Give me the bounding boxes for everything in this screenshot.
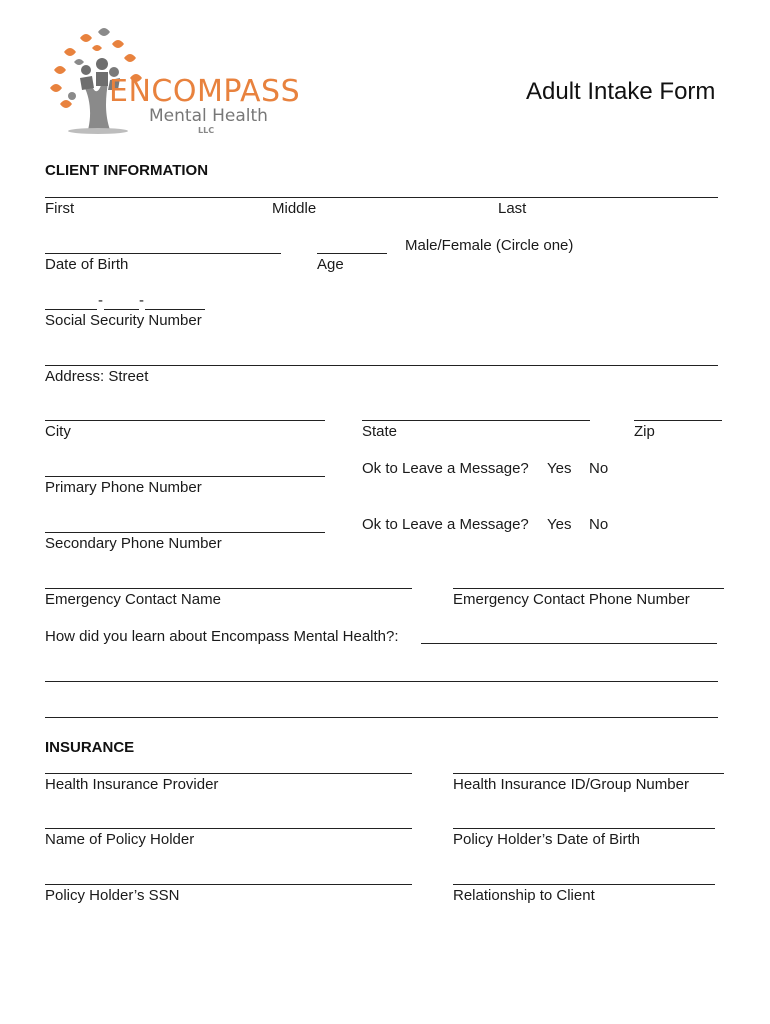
label-secondary-phone: Secondary Phone Number	[45, 535, 222, 552]
logo-llc: LLC	[198, 126, 215, 135]
city-line[interactable]	[45, 420, 325, 421]
label-middle: Middle	[272, 200, 317, 217]
ssn-dash-1: -	[98, 292, 103, 309]
label-street: Address: Street	[45, 368, 149, 385]
provider-line[interactable]	[45, 773, 412, 774]
label-primary-phone: Primary Phone Number	[45, 479, 202, 496]
leave-message-no-primary[interactable]: No	[589, 460, 609, 477]
emergency-phone-line[interactable]	[453, 588, 724, 589]
label-holder-ssn: Policy Holder’s SSN	[45, 887, 180, 904]
label-first: First	[45, 200, 75, 217]
dob-line[interactable]	[45, 253, 281, 254]
label-learn-about: How did you learn about Encompass Mental Health?:	[45, 628, 399, 645]
leave-message-yes-secondary[interactable]: Yes	[547, 516, 572, 533]
section-client-information: CLIENT INFORMATION	[45, 162, 209, 179]
leave-message-no-secondary[interactable]: No	[589, 516, 609, 533]
emergency-name-line[interactable]	[45, 588, 412, 589]
ssn-dash-2: -	[139, 292, 144, 309]
street-line[interactable]	[45, 365, 718, 366]
leave-message-question-secondary: Ok to Leave a Message?	[362, 516, 529, 533]
label-insurance-provider: Health Insurance Provider	[45, 776, 219, 793]
section-insurance: INSURANCE	[45, 739, 135, 756]
learn-about-line-2[interactable]	[45, 681, 718, 682]
ssn-line-2[interactable]	[104, 309, 139, 310]
label-policy-holder: Name of Policy Holder	[45, 831, 195, 848]
learn-about-line-3[interactable]	[45, 717, 718, 718]
holder-ssn-line[interactable]	[45, 884, 412, 885]
policy-holder-line[interactable]	[45, 828, 412, 829]
label-dob: Date of Birth	[45, 256, 129, 273]
form-title: Adult Intake Form	[526, 78, 716, 105]
label-age: Age	[317, 256, 344, 273]
label-state: State	[362, 423, 398, 440]
label-holder-dob: Policy Holder’s Date of Birth	[453, 831, 641, 848]
zip-line[interactable]	[634, 420, 722, 421]
name-line[interactable]	[45, 197, 718, 198]
holder-dob-line[interactable]	[453, 828, 715, 829]
label-sex: Male/Female (Circle one)	[405, 237, 574, 254]
logo-wordmark: ENCOMPASS	[109, 74, 301, 109]
label-last: Last	[498, 200, 527, 217]
id-group-line[interactable]	[453, 773, 724, 774]
label-zip: Zip	[634, 423, 655, 440]
learn-about-line[interactable]	[421, 643, 717, 644]
leave-message-question-primary: Ok to Leave a Message?	[362, 460, 529, 477]
logo	[12, 26, 352, 144]
secondary-phone-line[interactable]	[45, 532, 325, 533]
label-emergency-phone: Emergency Contact Phone Number	[453, 591, 690, 608]
logo-subtitle: Mental Health	[149, 106, 268, 126]
state-line[interactable]	[362, 420, 590, 421]
label-emergency-name: Emergency Contact Name	[45, 591, 221, 608]
label-city: City	[45, 423, 71, 440]
label-relationship: Relationship to Client	[453, 887, 595, 904]
leave-message-yes-primary[interactable]: Yes	[547, 460, 572, 477]
label-ssn: Social Security Number	[45, 312, 202, 329]
relationship-line[interactable]	[453, 884, 715, 885]
age-line[interactable]	[317, 253, 387, 254]
primary-phone-line[interactable]	[45, 476, 325, 477]
ssn-line-1[interactable]	[45, 309, 97, 310]
label-insurance-id-group: Health Insurance ID/Group Number	[453, 776, 689, 793]
ssn-line-3[interactable]	[145, 309, 205, 310]
